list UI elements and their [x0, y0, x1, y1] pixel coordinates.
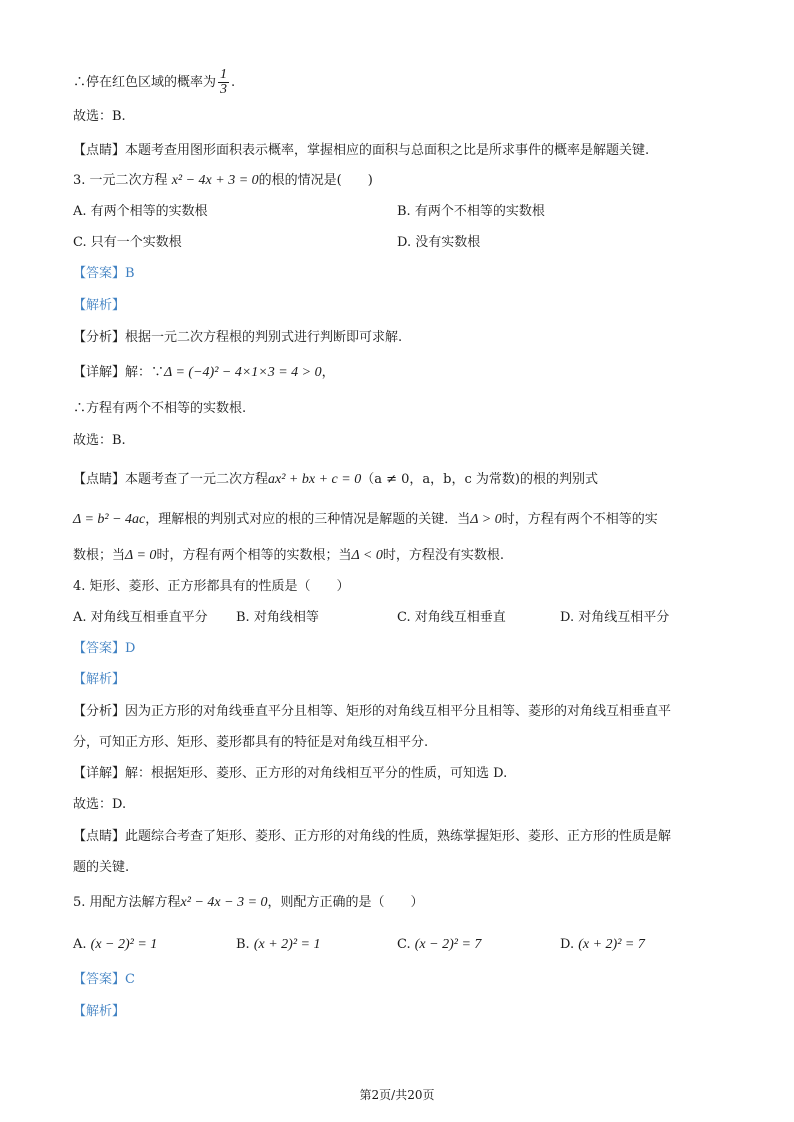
- probability-conclusion: ∴停在红色区域的概率为 $\frac{1}{3}$ .: [73, 67, 236, 97]
- q3-detail-conclusion: ∴方程有两个不相等的实数根.: [73, 401, 247, 416]
- q3-option-d: D. 没有实数根: [397, 235, 481, 250]
- q3-option-b: B. 有两个不相等的实数根: [397, 204, 545, 219]
- question-4-stem: 4. 矩形、菱形、正方形都具有的性质是（ ）: [73, 579, 350, 594]
- q4-option-b: B. 对角线相等: [236, 610, 319, 625]
- q4-analysis-line-1: 【分析】因为正方形的对角线垂直平分且相等、矩形的对角线互相平分且相等、菱形的对角线互相垂直平: [73, 704, 672, 719]
- q4-choice: 故选：D.: [73, 797, 127, 812]
- question-5-stem: 5. 用配方法解方程x² − 4x − 3 = 0，则配方正确的是（ ）: [73, 895, 424, 910]
- q5-analysis-heading: 【解析】: [73, 1004, 126, 1019]
- q3-answer: 【答案】B: [73, 266, 135, 281]
- q3-comment-line-1: 【点睛】本题考查了一元二次方程ax² + bx + c = 0（a ≠ 0，a，b，c 为常数)的根的判别式: [73, 472, 598, 487]
- q5-answer: 【答案】C: [73, 972, 135, 987]
- q4-analysis-line-2: 分，可知正方形、矩形、菱形都具有的特征是对角线互相平分.: [73, 735, 429, 750]
- q4-option-c: C. 对角线互相垂直: [397, 610, 506, 625]
- q3-detail: 【详解】解：∵Δ = (−4)² − 4×1×3 = 4 > 0，: [73, 365, 335, 380]
- q3-analysis-heading: 【解析】: [73, 298, 126, 313]
- q4-analysis-heading: 【解析】: [73, 672, 126, 687]
- q4-answer: 【答案】D: [73, 641, 136, 656]
- q5-option-a: A. (x − 2)² = 1: [73, 937, 158, 952]
- q3-analysis: 【分析】根据一元二次方程根的判别式进行判断即可求解.: [73, 330, 403, 345]
- question-3-stem: 3. 一元二次方程 x² − 4x + 3 = 0的根的情况是( ): [73, 173, 373, 188]
- q4-option-d: D. 对角线互相平分: [560, 610, 670, 625]
- fraction-one-third: $\frac{1}{3}$: [220, 67, 228, 97]
- comment-line: 【点睛】本题考查用图形面积表示概率，掌握相应的面积与总面积之比是所求事件的概率是解题关键.: [73, 143, 650, 158]
- q3-option-a: A. 有两个相等的实数根: [73, 204, 208, 219]
- q4-comment-line-1: 【点睛】此题综合考查了矩形、菱形、正方形的对角线的性质，熟练掌握矩形、菱形、正方形的性质是解: [73, 829, 672, 844]
- q5-option-c: C. (x − 2)² = 7: [397, 937, 482, 952]
- q3-comment-line-3: 数根；当Δ = 0时，方程有两个相等的实数根；当Δ < 0时，方程没有实数根.: [73, 548, 505, 563]
- q3-choice: 故选：B.: [73, 433, 126, 448]
- q5-option-d: D. (x + 2)² = 7: [560, 937, 645, 952]
- q3-option-c: C. 只有一个实数根: [73, 235, 182, 250]
- q3-comment-line-2: Δ = b² − 4ac，理解根的判别式对应的根的三种情况是解题的关键．当Δ > 0时，方程有两个不相等的实: [73, 512, 658, 527]
- q5-option-b: B. (x + 2)² = 1: [236, 937, 321, 952]
- page-number-footer: 第2页/共20页: [359, 1088, 435, 1102]
- answer-choice-line: 故选：B.: [73, 109, 126, 124]
- q4-comment-line-2: 题的关键.: [73, 860, 130, 875]
- q4-detail: 【详解】解：根据矩形、菱形、正方形的对角线相互平分的性质，可知选 D.: [73, 766, 508, 781]
- q4-option-a: A. 对角线互相垂直平分: [73, 610, 208, 625]
